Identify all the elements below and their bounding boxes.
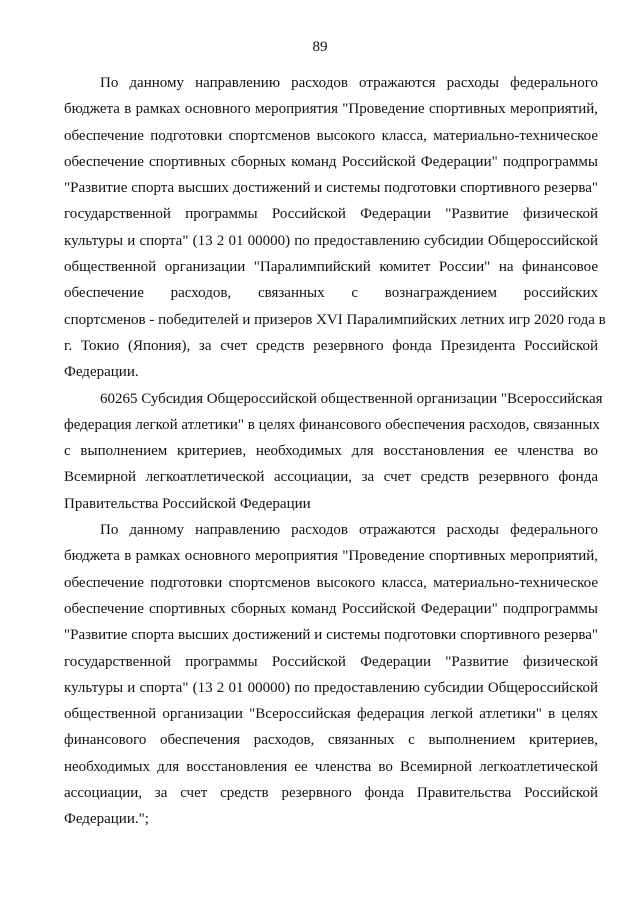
text-line: обеспечение расходов, связанных с вознаграждением российских [64, 285, 598, 302]
text-line: обеспечение спортивных сборных команд Российской Федерации" подпрограммы [64, 600, 598, 617]
page-number: 89 [312, 39, 328, 55]
text-line: "Развитие спорта высших достижений и системы подготовки спортивного резерва" [64, 627, 598, 644]
paragraph [64, 517, 598, 833]
text-line: 60265 Субсидия Общероссийской общественной организации "Всероссийская [100, 390, 603, 407]
text-line: общественной организации "Паралимпийский комитет России" на финансовое [64, 259, 598, 276]
text-line: финансового обеспечения расходов, связанных с выполнением критериев, [64, 732, 598, 749]
text-line: Федерации. [64, 364, 139, 381]
document-body [64, 70, 606, 833]
text-line: Правительства Российской Федерации [64, 495, 311, 512]
text-line: культуры и спорта" (13 2 01 00000) по предоставлению субсидии Общероссийской [64, 232, 598, 249]
text-line: обеспечение подготовки спортсменов высокого класса, материально-техническое [64, 127, 598, 144]
text-line: бюджета в рамках основного мероприятия "Проведение спортивных мероприятий, [64, 548, 598, 565]
text-line: По данному направлению расходов отражаются расходы федерального [100, 522, 598, 539]
text-line: г. Токио (Япония), за счет средств резервного фонда Президента Российской [64, 337, 598, 354]
text-line: государственной программы Российской Федерации "Развитие физической [64, 206, 598, 223]
text-line: культуры и спорта" (13 2 01 00000) по предоставлению субсидии Общероссийской [64, 679, 598, 696]
text-line: спортсменов - победителей и призеров XVI Паралимпийских летних игр 2020 года в [64, 311, 606, 328]
text-line: бюджета в рамках основного мероприятия "Проведение спортивных мероприятий, [64, 101, 598, 118]
text-line: По данному направлению расходов отражаются расходы федерального [100, 75, 598, 91]
text-line: с выполнением критериев, необходимых для восстановления ее членства во [64, 443, 598, 460]
text-line: государственной программы Российской Федерации "Развитие физической [64, 653, 598, 670]
text-line: общественной организации "Всероссийская федерация легкой атлетики" в целях [64, 706, 598, 723]
text-line: ассоциации, за счет средств резервного фонда Правительства Российской [64, 785, 598, 802]
paragraph [64, 386, 603, 517]
text-line: федерация легкой атлетики" в целях финансового обеспечения расходов, связанных [64, 416, 600, 433]
text-line: Федерации."; [64, 811, 149, 828]
text-line: необходимых для восстановления ее членства во Всемирной легкоатлетической [64, 758, 598, 775]
text-line: обеспечение спортивных сборных команд Российской Федерации" подпрограммы [64, 153, 598, 170]
text-line: обеспечение подготовки спортсменов высокого класса, материально-техническое [64, 574, 598, 591]
text-line: Всемирной легкоатлетической ассоциации, за счет средств резервного фонда [64, 469, 598, 486]
paragraph [64, 70, 606, 386]
text-line: "Развитие спорта высших достижений и системы подготовки спортивного резерва" [64, 180, 598, 197]
